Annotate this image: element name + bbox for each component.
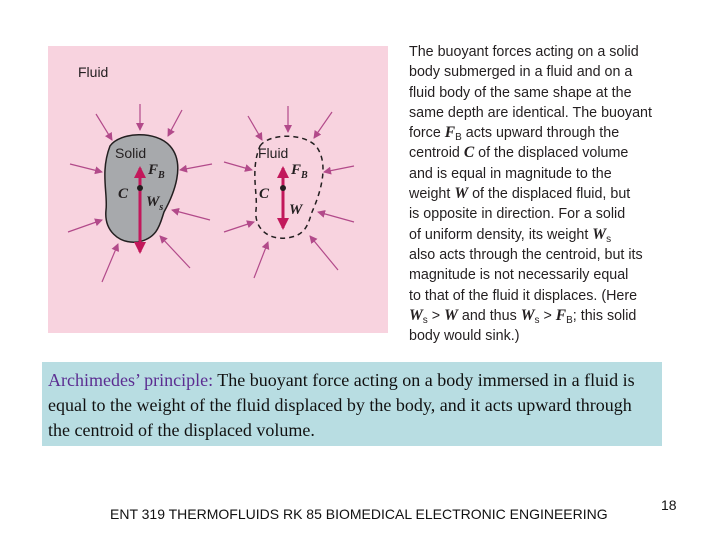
fluid-centroid-point	[280, 185, 286, 191]
fluid-buoyant-force-label: $F_B$	[291, 162, 308, 181]
solid-body-label: Solid	[115, 145, 147, 161]
solid-buoyant-force-label: $F_B$	[148, 162, 165, 181]
fluid-body-label: Fluid	[258, 145, 289, 161]
principle-title: Archimedes’ principle:	[48, 370, 214, 390]
fluid-pressure-arrows	[224, 106, 354, 278]
buoyancy-diagram	[48, 46, 388, 333]
slide-footer: ENT 319 THERMOFLUIDS RK 85 BIOMEDICAL ELECTRONIC ENGINEERING	[110, 506, 608, 522]
solid-centroid-point	[137, 185, 143, 191]
fluid-region-label: Fluid	[78, 64, 109, 80]
archimedes-principle-box	[42, 362, 662, 446]
figure-panel	[48, 46, 388, 333]
solid-weight-label: $W_s$	[146, 194, 164, 213]
solid-centroid-label: C	[118, 186, 129, 202]
fluid-weight-label: W	[289, 202, 303, 218]
page-number: 18	[661, 497, 677, 513]
principle-text: The buoyant force acting on a body immersed in a fluid is equal to the weight of the fluid displaced by the body, and it acts upward through the centroid of the displaced volume.	[48, 370, 635, 440]
figure-caption: The buoyant forces acting on a solid body submerged in a fluid and on a fluid body of the same shape at the same depth are identical. The buoyant force $F_B$ acts upward through the centroid C of the displaced volume and is equal in magnitude to the weight W of the displaced fluid, but is opposite in direction. For a solid of uniform density, its weight $W_s$ also acts through the centroid, but its magnitude is not necessarily equal to that of the fluid it displaces. (Here $W_s > W$ and thus $W_s > F_B$; this solid body would sink.)	[409, 44, 652, 345]
fluid-centroid-label: C	[259, 186, 270, 202]
